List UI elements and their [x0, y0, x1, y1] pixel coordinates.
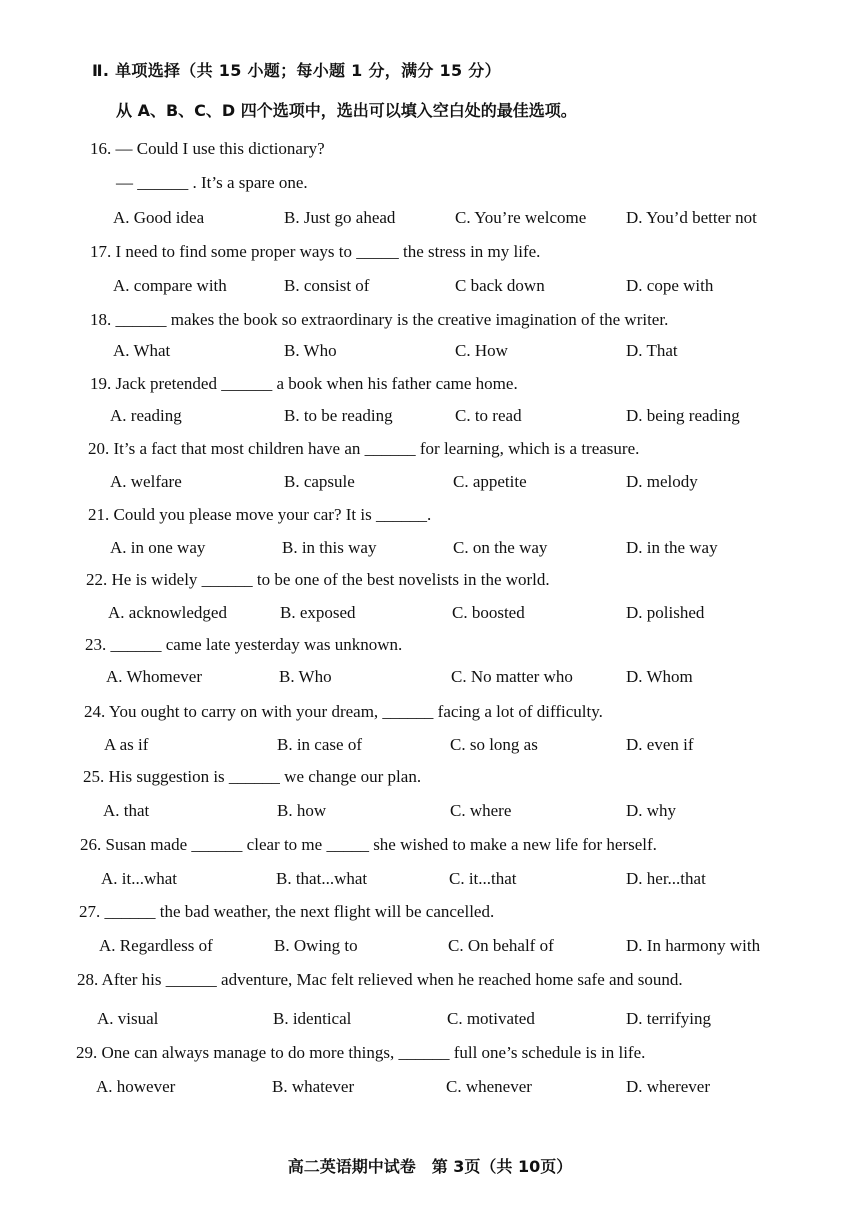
- question-27-option-d: D. In harmony with: [626, 936, 761, 955]
- question-23-stem: 23. ______ came late yesterday was unknown.: [85, 635, 403, 654]
- question-26-stem: 26. Susan made ______ clear to me _____ she wished to make a new life for herself.: [80, 835, 657, 854]
- question-24-option-c: C. so long as: [450, 735, 538, 754]
- question-23-option-a: A. Whomever: [106, 667, 202, 686]
- question-23-option-c: C. No matter who: [451, 667, 573, 686]
- question-27-stem: 27. ______ the bad weather, the next flight will be cancelled.: [79, 902, 495, 921]
- question-25-option-a: A. that: [103, 801, 150, 820]
- question-21-option-c: C. on the way: [453, 538, 548, 557]
- question-29-stem: 29. One can always manage to do more things, ______ full one’s schedule is in life.: [76, 1043, 646, 1062]
- question-28-option-d: D. terrifying: [626, 1009, 711, 1028]
- question-20-option-a: A. welfare: [110, 472, 182, 491]
- question-20-option-d: D. melody: [626, 472, 698, 491]
- question-29-option-b: B. whatever: [272, 1077, 355, 1096]
- question-18-stem: 18. ______ makes the book so extraordinary is the creative imagination of the writer.: [90, 310, 669, 329]
- question-28-option-a: A. visual: [97, 1009, 159, 1028]
- question-22-option-d: D. polished: [626, 603, 705, 622]
- question-19-option-b: B. to be reading: [284, 406, 393, 425]
- question-17-option-c: C back down: [455, 276, 545, 295]
- question-16-option-b: B. Just go ahead: [284, 208, 396, 227]
- question-23-option-b: B. Who: [279, 667, 332, 686]
- question-22-option-c: C. boosted: [452, 603, 525, 622]
- question-21-stem: 21. Could you please move your car? It is ______.: [88, 505, 432, 524]
- question-26-option-c: C. it...that: [449, 869, 517, 888]
- question-25-option-c: C. where: [450, 801, 512, 820]
- question-23-option-d: D. Whom: [626, 667, 693, 686]
- question-28-option-c: C. motivated: [447, 1009, 535, 1028]
- question-28-stem: 28. After his ______ adventure, Mac felt relieved when he reached home safe and sound.: [77, 970, 683, 989]
- question-27-option-a: A. Regardless of: [99, 936, 213, 955]
- question-22-option-a: A. acknowledged: [108, 603, 227, 622]
- question-25-stem: 25. His suggestion is ______ we change our plan.: [83, 767, 422, 786]
- question-19-option-c: C. to read: [455, 406, 522, 425]
- question-21-option-a: A. in one way: [110, 538, 206, 557]
- question-25-option-d: D. why: [626, 801, 677, 820]
- question-19-stem: 19. Jack pretended ______ a book when his father came home.: [90, 374, 518, 393]
- question-18-option-c: C. How: [455, 341, 508, 360]
- section-instruction: 从 A、B、C、D 四个选项中，选出可以填入空白处的最佳选项。: [116, 101, 577, 120]
- question-17-option-d: D. cope with: [626, 276, 714, 295]
- question-22-stem: 22. He is widely ______ to be one of the best novelists in the world.: [86, 570, 550, 589]
- question-25-option-b: B. how: [277, 801, 327, 820]
- question-19-option-a: A. reading: [110, 406, 182, 425]
- question-16-option-a: A. Good idea: [113, 208, 205, 227]
- question-29-option-c: C. whenever: [446, 1077, 532, 1096]
- question-17-stem: 17. I need to find some proper ways to _____ the stress in my life.: [90, 242, 541, 261]
- question-22-option-b: B. exposed: [280, 603, 356, 622]
- question-16-option-d: D. You’d better not: [626, 208, 757, 227]
- question-18-option-a: A. What: [113, 341, 171, 360]
- question-17-option-b: B. consist of: [284, 276, 370, 295]
- question-26-option-d: D. her...that: [626, 869, 706, 888]
- question-19-option-d: D. being reading: [626, 406, 740, 425]
- question-16-option-c: C. You’re welcome: [455, 208, 587, 227]
- section-title: Ⅱ. 单项选择（共 15 小题；每小题 1 分，满分 15 分）: [92, 61, 501, 80]
- question-27-option-c: C. On behalf of: [448, 936, 554, 955]
- question-21-option-b: B. in this way: [282, 538, 377, 557]
- question-17-option-a: A. compare with: [113, 276, 227, 295]
- question-21-option-d: D. in the way: [626, 538, 718, 557]
- question-20-option-c: C. appetite: [453, 472, 527, 491]
- question-20-stem: 20. It’s a fact that most children have an ______ for learning, which is a treasure.: [88, 439, 640, 458]
- question-24-option-d: D. even if: [626, 735, 694, 754]
- question-16-stem: 16. — Could I use this dictionary?: [90, 139, 325, 158]
- question-20-option-b: B. capsule: [284, 472, 355, 491]
- question-24-option-a: A as if: [104, 735, 149, 754]
- question-26-option-a: A. it...what: [101, 869, 178, 888]
- question-18-option-d: D. That: [626, 341, 678, 360]
- question-24-option-b: B. in case of: [277, 735, 362, 754]
- question-16-stem-line2: — ______ . It’s a spare one.: [116, 173, 308, 192]
- question-27-option-b: B. Owing to: [274, 936, 358, 955]
- question-26-option-b: B. that...what: [276, 869, 368, 888]
- question-18-option-b: B. Who: [284, 341, 337, 360]
- question-24-stem: 24. You ought to carry on with your dream, ______ facing a lot of difficulty.: [84, 702, 603, 721]
- question-28-option-b: B. identical: [273, 1009, 352, 1028]
- question-29-option-a: A. however: [96, 1077, 176, 1096]
- question-29-option-d: D. wherever: [626, 1077, 711, 1096]
- page-footer: 高二英语期中试卷 第 3页（共 10页）: [287, 1157, 573, 1176]
